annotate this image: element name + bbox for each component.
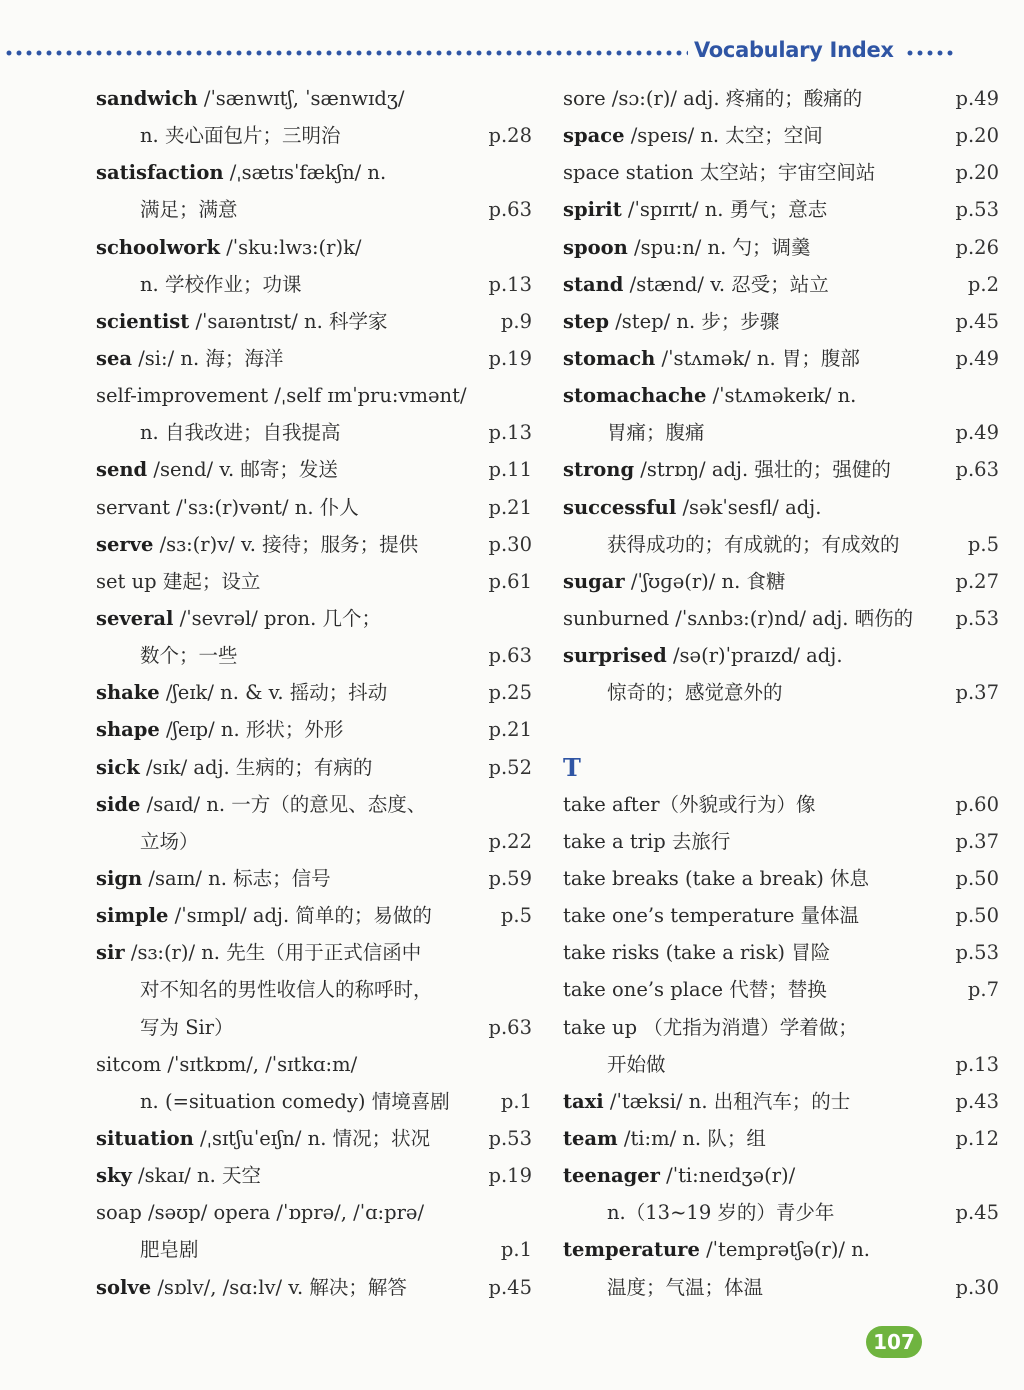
- entry-text: [96, 786, 426, 823]
- entry-text: [563, 971, 827, 1008]
- entry-text: [96, 1269, 407, 1306]
- index-entry-line: [563, 80, 999, 117]
- headword: scientist: [96, 309, 190, 333]
- entry-definition: /sə(r)ˈpraɪzd/ adj.: [666, 644, 843, 668]
- entry-definition: /ˈstʌmək/ n. 胃；腹部: [655, 346, 860, 370]
- index-entry-line: [563, 600, 999, 637]
- index-entry-line: [96, 229, 532, 266]
- headword: strong: [563, 458, 635, 482]
- index-entry-line: [96, 860, 532, 897]
- entry-definition: 肥皂剧: [140, 1238, 199, 1262]
- page-title: Vocabulary Index: [694, 38, 894, 62]
- entry-text: [563, 860, 869, 897]
- entry-definition: /ti:m/ n. 队；组: [617, 1126, 766, 1150]
- entry-text: [563, 80, 862, 117]
- page-reference: p.49: [955, 346, 999, 370]
- entry-text: [96, 80, 404, 117]
- section-heading: [563, 749, 999, 786]
- entry-definition: take a trip 去旅行: [563, 829, 731, 853]
- page-reference: p.50: [955, 866, 999, 890]
- entry-definition: /si:/ n. 海；海洋: [132, 346, 284, 370]
- entry-definition: 惊奇的；感觉意外的: [607, 681, 783, 705]
- page-reference: p.30: [955, 1275, 999, 1299]
- index-entry-line: [96, 563, 532, 600]
- page-reference: p.5: [967, 532, 999, 556]
- index-entry-line: [563, 340, 999, 377]
- entry-definition: take after（外貌或行为）像: [563, 792, 816, 816]
- entry-text: [563, 749, 581, 788]
- headword: spirit: [563, 198, 622, 222]
- entry-text: [563, 117, 823, 154]
- entry-definition: /ˈti:neɪdʒə(r)/: [659, 1164, 796, 1188]
- page-reference: p.45: [955, 1201, 999, 1225]
- index-entry-line: [96, 897, 532, 934]
- index-entry-line: [96, 600, 532, 637]
- entry-definition: 胃痛；腹痛: [607, 421, 705, 445]
- page-reference: p.49: [955, 87, 999, 110]
- page-reference: p.53: [955, 198, 999, 222]
- page-reference: p.45: [488, 1275, 532, 1299]
- entry-definition: sunburned /ˈsʌnbɜ:(r)nd/ adj. 晒伤的: [563, 606, 914, 630]
- headword: temperature: [563, 1238, 700, 1262]
- headword: several: [96, 606, 174, 630]
- entry-definition: /ˈtemprətʃə(r)/ n.: [699, 1238, 870, 1262]
- index-entry-line: [563, 1157, 999, 1194]
- index-entry-line: [563, 191, 999, 228]
- index-entry-line: [563, 674, 999, 711]
- headword: sky: [96, 1164, 132, 1188]
- headword: sir: [96, 941, 125, 965]
- index-entry-line: [563, 1046, 999, 1083]
- entry-text: [96, 563, 260, 600]
- index-entry-line: [563, 266, 999, 303]
- headword: sugar: [563, 569, 625, 593]
- headword: surprised: [563, 644, 667, 668]
- page-reference: p.52: [488, 755, 532, 779]
- page-reference: p.61: [488, 569, 532, 593]
- page-reference: p.11: [488, 458, 532, 482]
- entry-text: [607, 414, 705, 451]
- index-entry-line: [563, 934, 999, 971]
- entry-definition: take up （尤指为消遣）学着做；: [563, 1015, 858, 1039]
- entry-definition: sitcom /ˈsɪtkɒm/, /ˈsɪtkɑ:m/: [96, 1052, 358, 1076]
- page-header: [0, 30, 1000, 70]
- entry-text: [96, 154, 386, 191]
- entry-definition: /step/ n. 步；步骤: [609, 309, 780, 333]
- entry-text: [96, 1046, 357, 1083]
- entry-definition: /ˈspɪrɪt/ n. 勇气；意志: [621, 198, 828, 222]
- index-entry-line: [563, 154, 999, 191]
- index-entry-line: [96, 377, 532, 414]
- page-reference: p.21: [488, 718, 532, 742]
- entry-definition: /ˈstʌməkeɪk/ n.: [706, 384, 857, 408]
- entry-definition: 获得成功的；有成就的；有成效的: [607, 532, 900, 556]
- page-reference: p.25: [488, 681, 532, 705]
- entry-definition: /sɜ:(r)v/ v. 接待；服务；提供: [153, 532, 419, 556]
- entry-definition: /skaɪ/ n. 天空: [131, 1164, 262, 1188]
- page-reference: p.37: [955, 829, 999, 853]
- index-entry-line: [96, 117, 532, 154]
- headword: spoon: [563, 235, 628, 259]
- entry-definition: servant /ˈsɜ:(r)vənt/ n. 仆人: [96, 495, 359, 519]
- index-entry-line: [96, 1231, 532, 1268]
- headword: stomachache: [563, 384, 707, 408]
- entry-text: [563, 786, 816, 823]
- index-entry-line: [96, 786, 532, 823]
- index-entry-line: [96, 749, 532, 786]
- entry-text: [140, 414, 340, 451]
- index-entry-line: [96, 711, 532, 748]
- page-reference: p.30: [488, 532, 532, 556]
- entry-definition: /səkˈsesfl/ adj.: [676, 495, 822, 519]
- entry-text: [563, 1231, 870, 1268]
- entry-definition: /spu:n/ n. 勺；调羹: [627, 235, 811, 259]
- entry-text: [563, 340, 860, 377]
- index-entry-line: [96, 1157, 532, 1194]
- entry-text: [96, 860, 331, 897]
- page-reference: p.13: [488, 421, 532, 445]
- index-entry-line: [96, 266, 532, 303]
- index-entry-line: [96, 1046, 532, 1083]
- page-reference: p.60: [955, 792, 999, 816]
- index-entry-line: [563, 229, 999, 266]
- entry-definition: /ˈsaɪəntɪst/ n. 科学家: [189, 309, 388, 333]
- entry-definition: /ˈsænwɪtʃ, ˈsænwɪdʒ/: [197, 87, 405, 110]
- entry-text: [563, 191, 827, 228]
- index-entry-line: [563, 563, 999, 600]
- entry-definition: 温度；气温；体温: [607, 1275, 764, 1299]
- headword: serve: [96, 532, 154, 556]
- entry-text: [607, 1046, 666, 1083]
- left-column: [96, 80, 532, 1306]
- page-number-badge: 107: [866, 1326, 922, 1358]
- headword: step: [563, 309, 610, 333]
- entry-definition: /stænd/ v. 忍受；站立: [623, 272, 829, 296]
- index-entry-line: [96, 1083, 532, 1120]
- index-entry-line: [96, 934, 532, 971]
- headword: side: [96, 792, 141, 816]
- index-entry-line: [563, 786, 999, 823]
- entry-definition: /ʃeɪk/ n. & v. 摇动；抖动: [159, 681, 388, 705]
- page-reference: p.9: [500, 309, 532, 333]
- entry-text: [607, 526, 900, 563]
- index-entry-line: [96, 1120, 532, 1157]
- page-reference: p.50: [955, 904, 999, 928]
- index-entry-line: [96, 303, 532, 340]
- entry-text: [563, 1009, 858, 1046]
- page-reference: p.53: [955, 941, 999, 965]
- entry-definition: take one’s place 代替；替换: [563, 978, 827, 1002]
- index-entry-line: [96, 451, 532, 488]
- headword: shake: [96, 681, 160, 705]
- entry-text: [607, 1194, 834, 1231]
- index-entry-line: [96, 1194, 532, 1231]
- entry-text: [96, 897, 432, 934]
- page-reference: p.1: [500, 1089, 532, 1113]
- entry-text: [140, 637, 238, 674]
- entry-definition: /ˈsku:lwɜ:(r)k/: [220, 235, 362, 259]
- entry-definition: /ˈsevrəl/ pron. 几个；: [173, 606, 382, 630]
- headword: shape: [96, 718, 160, 742]
- entry-definition: /sɜ:(r)/ n. 先生（用于正式信函中: [124, 941, 422, 965]
- headword: taxi: [563, 1089, 604, 1113]
- entry-definition: take breaks (take a break) 休息: [563, 866, 870, 890]
- entry-definition: 写为 Sir）: [140, 1015, 234, 1039]
- page-reference: p.53: [955, 606, 999, 630]
- entry-text: [140, 1231, 199, 1268]
- entry-definition: /saɪd/ n. 一方（的意见、态度、: [140, 792, 427, 816]
- entry-definition: n. 自我改进；自我提高: [140, 421, 341, 445]
- page-reference: p.49: [955, 421, 999, 445]
- entry-text: [563, 1120, 766, 1157]
- entry-definition: /speɪs/ n. 太空；空间: [624, 124, 823, 148]
- header-dots-right: [905, 50, 953, 56]
- entry-text: [563, 600, 913, 637]
- entry-definition: 数个；一些: [140, 644, 238, 668]
- index-entry-line: [563, 711, 999, 748]
- entry-text: [563, 563, 786, 600]
- entry-text: [96, 934, 421, 971]
- entry-definition: soap /səʊp/ opera /ˈɒprə/, /ˈɑ:prə/: [96, 1201, 425, 1225]
- page-reference: p.13: [955, 1052, 999, 1076]
- entry-definition: n. 学校作业；功课: [140, 272, 302, 296]
- entry-text: [96, 749, 372, 786]
- page-reference: p.37: [955, 681, 999, 705]
- index-entry-line: [563, 303, 999, 340]
- headword: sick: [96, 755, 140, 779]
- page-reference: p.26: [955, 235, 999, 259]
- index-entry-line: [96, 823, 532, 860]
- index-entry-line: [96, 489, 532, 526]
- page-reference: p.13: [488, 272, 532, 296]
- index-entry-line: [563, 1194, 999, 1231]
- entry-definition: take one’s temperature 量体温: [563, 904, 860, 928]
- entry-definition: 开始做: [607, 1052, 666, 1076]
- entry-definition: /ˈʃʊɡə(r)/ n. 食糖: [624, 569, 786, 593]
- index-entry-line: [563, 1083, 999, 1120]
- headword: satisfaction: [96, 161, 224, 185]
- entry-text: [563, 823, 730, 860]
- entry-text: [140, 823, 199, 860]
- index-entry-line: [563, 117, 999, 154]
- entry-definition: sore /sɔ:(r)/ adj. 疼痛的；酸痛的: [563, 87, 863, 110]
- entry-text: [140, 266, 301, 303]
- index-entry-line: [563, 1231, 999, 1268]
- headword: simple: [96, 904, 169, 928]
- index-entry-line: [563, 1009, 999, 1046]
- headword: solve: [96, 1275, 152, 1299]
- entry-text: [563, 266, 829, 303]
- entry-text: [563, 1157, 795, 1194]
- page-reference: p.59: [488, 866, 532, 890]
- entry-definition: /ˌsɪtʃuˈeɪʃn/ n. 情况；状况: [193, 1126, 431, 1150]
- entry-text: [96, 340, 283, 377]
- headword: successful: [563, 495, 677, 519]
- index-entry-line: [563, 1269, 999, 1306]
- header-dots-left: [4, 50, 688, 56]
- page-reference: p.7: [967, 978, 999, 1002]
- page-reference: p.20: [955, 161, 999, 185]
- page-reference: p.43: [955, 1089, 999, 1113]
- index-entry-line: [96, 1009, 532, 1046]
- index-entry-line: [96, 191, 532, 228]
- entry-definition: set up 建起；设立: [96, 569, 261, 593]
- index-entry-line: [96, 971, 532, 1008]
- page-reference: p.2: [967, 272, 999, 296]
- page-reference: p.27: [955, 569, 999, 593]
- entry-text: [96, 303, 388, 340]
- page-reference: p.19: [488, 1164, 532, 1188]
- entry-text: [563, 637, 843, 674]
- entry-definition: 满足；满意: [140, 198, 238, 222]
- index-entry-line: [563, 823, 999, 860]
- entry-text: [140, 971, 433, 1008]
- index-entry-line: [96, 1269, 532, 1306]
- entry-definition: /ʃeɪp/ n. 形状；外形: [159, 718, 344, 742]
- headword: sign: [96, 866, 143, 890]
- entry-text: [563, 229, 810, 266]
- entry-definition: /saɪn/ n. 标志；信号: [142, 866, 331, 890]
- entry-definition: self-improvement /ˌself ɪmˈpru:vmənt/: [96, 384, 467, 408]
- page-reference: p.5: [500, 904, 532, 928]
- index-entry-line: [563, 451, 999, 488]
- entry-text: [563, 934, 830, 971]
- headword: team: [563, 1126, 618, 1150]
- entry-text: [140, 117, 340, 154]
- entry-definition: 对不知名的男性收信人的称呼时，: [140, 978, 433, 1002]
- entry-definition: /sɒlv/, /sɑ:lv/ v. 解决；解答: [151, 1275, 407, 1299]
- entry-text: [563, 154, 875, 191]
- entry-text: [563, 377, 856, 414]
- section-letter: T: [563, 752, 581, 782]
- page-reference: p.63: [488, 198, 532, 222]
- page-reference: p.22: [488, 829, 532, 853]
- index-entry-line: [96, 154, 532, 191]
- index-entry-line: [563, 860, 999, 897]
- entry-text: [140, 1009, 234, 1046]
- entry-text: [96, 1157, 261, 1194]
- entry-definition: space station 太空站；宇宙空间站: [563, 161, 876, 185]
- index-entry-line: [96, 414, 532, 451]
- entry-text: [96, 674, 387, 711]
- headword: space: [563, 124, 625, 148]
- page-reference: p.63: [488, 644, 532, 668]
- entry-text: [563, 1083, 850, 1120]
- page-reference: p.19: [488, 346, 532, 370]
- page-reference: p.20: [955, 124, 999, 148]
- headword: sea: [96, 346, 133, 370]
- entry-text: [607, 674, 783, 711]
- headword: sandwich: [96, 87, 198, 110]
- right-column: [563, 80, 999, 1306]
- entry-text: [96, 1120, 430, 1157]
- entry-text: [96, 489, 359, 526]
- headword: send: [96, 458, 148, 482]
- entry-text: [140, 1083, 450, 1120]
- index-entry-line: [96, 340, 532, 377]
- index-entry-line: [563, 526, 999, 563]
- entry-text: [563, 451, 891, 488]
- entry-definition: /ˈsɪmpl/ adj. 简单的；易做的: [168, 904, 432, 928]
- index-entry-line: [563, 897, 999, 934]
- entry-definition: /sɪk/ adj. 生病的；有病的: [139, 755, 373, 779]
- entry-text: [563, 303, 779, 340]
- page-reference: p.63: [488, 1015, 532, 1039]
- page-reference: p.45: [955, 309, 999, 333]
- entry-text: [96, 711, 343, 748]
- index-entry-line: [96, 674, 532, 711]
- headword: situation: [96, 1126, 194, 1150]
- entry-text: [96, 526, 418, 563]
- entry-text: [96, 451, 338, 488]
- entry-text: [96, 229, 361, 266]
- index-entry-line: [563, 971, 999, 1008]
- index-entry-line: [96, 526, 532, 563]
- page-reference: p.12: [955, 1126, 999, 1150]
- index-entry-line: [563, 377, 999, 414]
- entry-definition: n.（13~19 岁的）青少年: [607, 1201, 835, 1225]
- entry-definition: /ˈtæksi/ n. 出租汽车；的士: [603, 1089, 851, 1113]
- index-entry-line: [563, 637, 999, 674]
- entry-definition: n. (=situation comedy) 情境喜剧: [140, 1089, 450, 1113]
- entry-text: [96, 1194, 424, 1231]
- entry-text: [140, 191, 238, 228]
- entry-definition: /strɒŋ/ adj. 强壮的；强健的: [634, 458, 891, 482]
- entry-text: [607, 1269, 763, 1306]
- index-entry-line: [96, 637, 532, 674]
- headword: schoolwork: [96, 235, 221, 259]
- index-entry-line: [563, 414, 999, 451]
- entry-text: [563, 897, 859, 934]
- page-reference: p.53: [488, 1126, 532, 1150]
- entry-text: [96, 377, 467, 414]
- headword: stomach: [563, 346, 656, 370]
- entry-text: [563, 489, 821, 526]
- headword: teenager: [563, 1164, 660, 1188]
- entry-definition: n. 夹心面包片；三明治: [140, 124, 341, 148]
- entry-definition: take risks (take a risk) 冒险: [563, 941, 831, 965]
- page-reference: p.28: [488, 124, 532, 148]
- entry-definition: 立场）: [140, 829, 199, 853]
- page-reference: p.1: [500, 1238, 532, 1262]
- page-reference: p.21: [488, 495, 532, 519]
- page-reference: p.63: [955, 458, 999, 482]
- entry-definition: /ˌsætɪsˈfækʃn/ n.: [223, 161, 387, 185]
- entry-text: [96, 600, 381, 637]
- headword: stand: [563, 272, 624, 296]
- index-entry-line: [563, 489, 999, 526]
- entry-definition: /send/ v. 邮寄；发送: [147, 458, 338, 482]
- index-entry-line: [96, 80, 532, 117]
- index-entry-line: [563, 1120, 999, 1157]
